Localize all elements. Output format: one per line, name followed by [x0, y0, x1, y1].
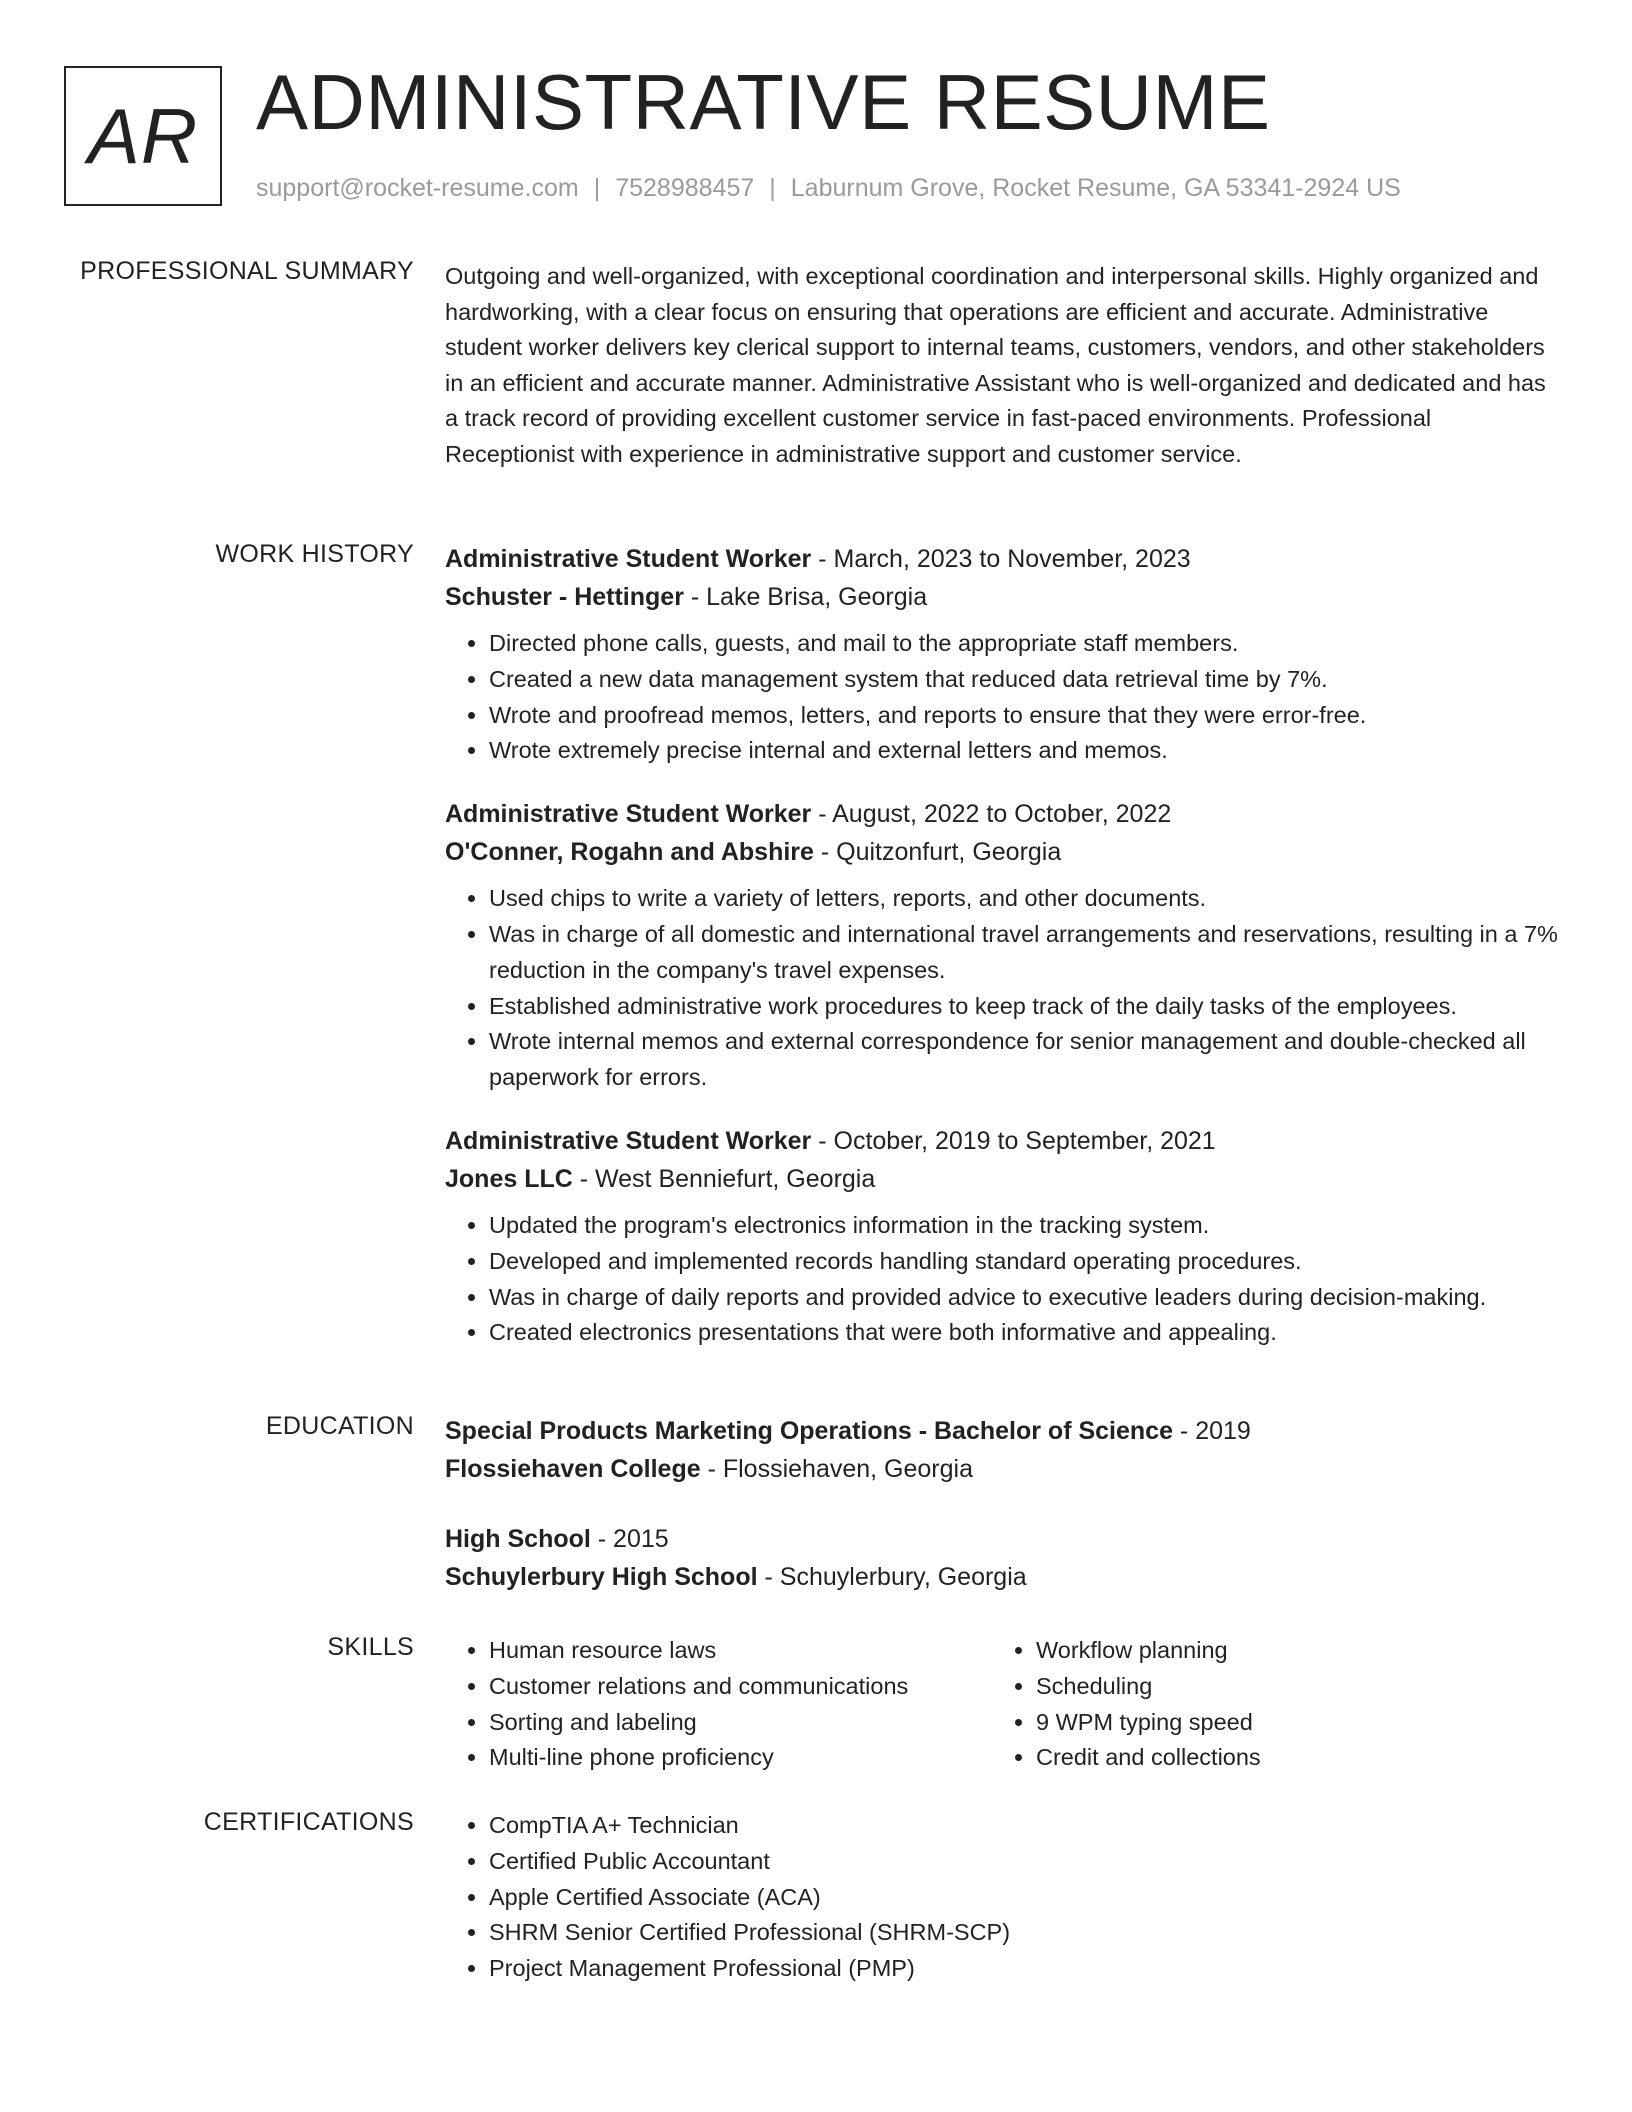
- education-degree: Special Products Marketing Operations - Bachelor of Science: [445, 1417, 1173, 1445]
- education-school-line: [445, 1558, 1565, 1596]
- summary-text: Outgoing and well-organized, with exceptional coordination and interpersonal skills. Highly organized and hardworking, with a clear focus on ensuring that operations are efficient and accurate. Administrative student worker delivers key clerical support to internal teams, customers, vendors, and other stakeholders in an efficient and accurate manner. Administrative Assistant who is well-organized and dedicated and has a track record of providing excellent customer service in fast-paced environments. Professional Receptionist with experience in administrative support and customer service.: [445, 263, 1546, 467]
- education-year: - 2019: [1172, 1417, 1251, 1445]
- job-bullet: • Developed and implemented records handling standard operating procedures.: [489, 1244, 1565, 1280]
- job-company-line: [445, 833, 1565, 871]
- section-label-certifications: CERTIFICATIONS: [203, 1808, 414, 1836]
- job-location: - Lake Brisa, Georgia: [683, 583, 928, 611]
- certification-item: • SHRM Senior Certified Professional (SHRM-SCP): [489, 1915, 1565, 1951]
- education-location: - Flossiehaven, Georgia: [700, 1455, 973, 1483]
- job-company: Schuster - Hettinger: [445, 583, 684, 611]
- job-title-line: [445, 1122, 1565, 1160]
- resume-title: ADMINISTRATIVE RESUME: [256, 58, 1271, 146]
- job-entry: [445, 1122, 1565, 1351]
- job-entry: [445, 540, 1565, 769]
- section-label-skills: SKILLS: [327, 1633, 414, 1661]
- job-bullet: • Directed phone calls, guests, and mail to the appropriate staff members.: [489, 626, 1565, 662]
- education-entry: [445, 1412, 1565, 1488]
- section-label-work-history: WORK HISTORY: [215, 540, 414, 568]
- education-school: Schuylerbury High School: [445, 1563, 758, 1591]
- job-company: O'Conner, Rogahn and Abshire: [445, 838, 814, 867]
- job-dates: - October, 2019 to September, 2021: [811, 1126, 1216, 1155]
- job-bullet: • Updated the program's electronics information in the tracking system.: [489, 1208, 1565, 1244]
- skills-list-right: [992, 1633, 1539, 1776]
- skill-item: • Credit and collections: [1036, 1740, 1539, 1776]
- certification-item: • Apple Certified Associate (ACA): [489, 1880, 1565, 1916]
- job-title: Administrative Student Worker: [445, 800, 812, 829]
- job-title-line: [445, 540, 1565, 578]
- education-year: - 2015: [590, 1525, 669, 1553]
- skill-item: • Scheduling: [1036, 1669, 1539, 1705]
- work-history-body: [445, 540, 1565, 1377]
- contact-separator: |: [769, 174, 776, 202]
- skill-item: • Multi-line phone proficiency: [489, 1740, 992, 1776]
- education-body: [445, 1412, 1565, 1628]
- skill-item: • Customer relations and communications: [489, 1669, 992, 1705]
- certifications-list: [445, 1808, 1565, 1987]
- job-title-line: [445, 795, 1565, 833]
- job-company-line: [445, 1160, 1565, 1198]
- skill-item: • Sorting and labeling: [489, 1705, 992, 1741]
- skill-item: • Workflow planning: [1036, 1633, 1539, 1669]
- job-title: Administrative Student Worker: [445, 545, 812, 573]
- section-label-summary: PROFESSIONAL SUMMARY: [80, 257, 414, 285]
- monogram-initials: AR: [87, 91, 199, 180]
- certification-item: • Certified Public Accountant: [489, 1844, 1565, 1880]
- job-entry: [445, 795, 1565, 1096]
- monogram-box: [64, 66, 222, 206]
- contact-line: [256, 174, 1401, 203]
- contact-email: support@rocket-resume.com: [256, 174, 579, 202]
- skill-item: • 9 WPM typing speed: [1036, 1705, 1539, 1741]
- job-bullets: [445, 881, 1565, 1096]
- education-school: Flossiehaven College: [445, 1455, 701, 1483]
- job-company: Jones LLC: [445, 1164, 573, 1193]
- education-school-line: [445, 1450, 1565, 1488]
- job-bullet: • Created electronics presentations that were both informative and appealing.: [489, 1315, 1565, 1351]
- contact-separator: |: [593, 174, 601, 202]
- job-company-line: [445, 578, 1565, 616]
- skills-body: [445, 1633, 1565, 1776]
- skills-column-left: [445, 1633, 992, 1776]
- job-bullets: [445, 1208, 1565, 1351]
- job-bullet: • Wrote internal memos and external correspondence for senior management and double-checked all paperwork for errors.: [489, 1024, 1565, 1096]
- education-location: - Schuylerbury, Georgia: [757, 1563, 1027, 1591]
- job-bullet: • Used chips to write a variety of letters, reports, and other documents.: [489, 881, 1565, 917]
- skills-columns: [445, 1633, 1545, 1776]
- job-bullet: • Was in charge of daily reports and provided advice to executive leaders during decision-making.: [489, 1280, 1565, 1316]
- job-location: - West Benniefurt, Georgia: [572, 1164, 876, 1193]
- certification-item: • Project Management Professional (PMP): [489, 1951, 1565, 1987]
- certifications-body: [445, 1808, 1565, 1987]
- education-degree: High School: [445, 1525, 591, 1553]
- job-bullet: • Was in charge of all domestic and international travel arrangements and reservations, resulting in a 7% reduction in the company's travel expenses.: [489, 917, 1565, 989]
- skill-item: • Human resource laws: [489, 1633, 992, 1669]
- education-degree-line: [445, 1520, 1565, 1558]
- contact-phone: 7528988457: [615, 174, 755, 202]
- section-label-education: EDUCATION: [265, 1412, 414, 1440]
- contact-address: Laburnum Grove, Rocket Resume, GA 53341-2924 US: [790, 174, 1401, 202]
- job-location: - Quitzonfurt, Georgia: [813, 838, 1062, 867]
- education-entry: [445, 1520, 1565, 1596]
- skills-column-right: [992, 1633, 1539, 1776]
- education-degree-line: [445, 1412, 1565, 1450]
- job-bullet: • Created a new data management system that reduced data retrieval time by 7%.: [489, 662, 1565, 698]
- job-bullet: • Wrote extremely precise internal and external letters and memos.: [489, 733, 1565, 769]
- certification-item: • CompTIA A+ Technician: [489, 1808, 1565, 1844]
- job-bullet: • Wrote and proofread memos, letters, and reports to ensure that they were error-free.: [489, 698, 1565, 734]
- job-bullets: [445, 626, 1565, 769]
- job-dates: - March, 2023 to November, 2023: [811, 545, 1191, 573]
- job-bullet: • Established administrative work procedures to keep track of the daily tasks of the employees.: [489, 989, 1565, 1025]
- skills-list-left: [445, 1633, 992, 1776]
- job-dates: - August, 2022 to October, 2022: [811, 800, 1172, 829]
- job-title: Administrative Student Worker: [445, 1126, 812, 1155]
